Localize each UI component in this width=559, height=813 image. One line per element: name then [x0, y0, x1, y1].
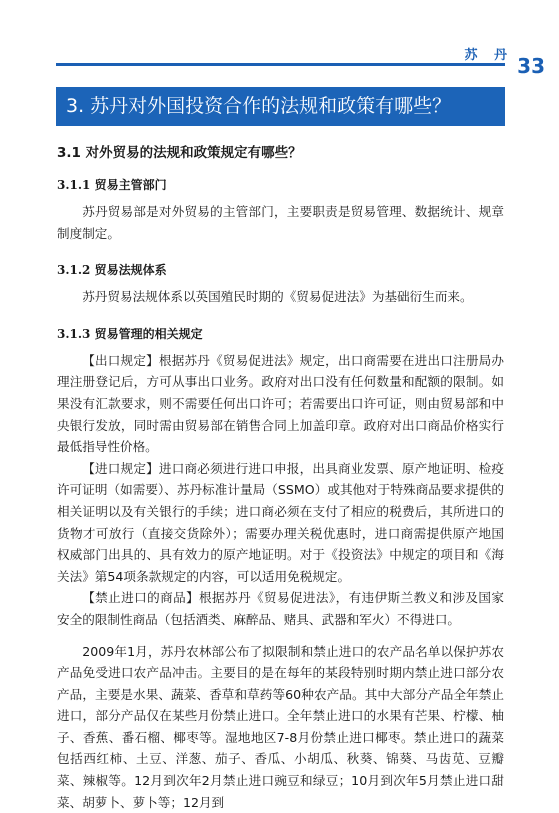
page-content: [57, 137, 504, 813]
paragraph-export-rules: 【出口规定】根据苏丹《贸易促进法》规定，出口商需要在进出口注册局办理注册登记后，方可从事出口业务。政府对出口没有任何数量和配额的限制。如果没有汇款要求，则不需要任何出口许可；若需要出口许可证，则由贸易部和中央银行发放，同时需由贸易部在销售合同上加盖印章。政府对出口商品价格实行最低指导性价格。: [57, 350, 504, 458]
paragraph-agri-restrictions: 2009年1月，苏丹农林部公布了拟限制和禁止进口的农产品名单以保护苏农产品免受进口农产品冲击。主要目的是在每年的某段特别时期内禁止进口部分农产品，主要是水果、蔬菜、香草和草药等60种农产品。其中大部分产品全年禁止进口，部分产品仅在某些月份禁止进口。全年禁止进口的水果有芒果、柠檬、柚子、香蕉、番石榴、椰枣等。湿地地区7-8月份禁止进口椰枣。禁止进口的蔬菜包括西红柿、土豆、洋葱、茄子、香瓜、小胡瓜、秋葵、锦葵、马齿苋、豆瓣菜、辣椒等。12月到次年2月禁止进口豌豆和绿豆；10月到次年5月禁止进口甜菜、胡萝卜、萝卜等；12月到: [57, 641, 504, 813]
section-heading-3-1-2: 3.1.2 贸易法规体系: [57, 254, 504, 286]
paragraph-trade-law-system: 苏丹贸易法规体系以英国殖民时期的《贸易促进法》为基础衍生而来。: [57, 286, 504, 308]
section-heading-3-1-1: 3.1.1 贸易主管部门: [57, 169, 504, 201]
paragraph-import-rules: 【进口规定】进口商必须进行进口申报，出具商业发票、原产地证明、检疫许可证明（如需要）、苏丹标准计量局（SSMO）或其他对于特殊商品要求提供的相关证明以及有关银行的手续；进口商必须在支付了相应的税费后，其所进口的货物才可放行（直接交货除外）；需要办理关税优惠时，进口商需提供原产地国权威部门出具的、具有效力的原产地证明。对于《投资法》中规定的项目和《海关法》第54项条款规定的内容，可以适用免税规定。: [57, 458, 504, 588]
section-heading-3-1-3: 3.1.3 贸易管理的相关规定: [57, 318, 504, 350]
running-header-title: 苏 丹: [464, 44, 513, 63]
paragraph-banned-imports: 【禁止进口的商品】根据苏丹《贸易促进法》，有违伊斯兰教义和涉及国家安全的限制性商品（包括酒类、麻醉品、赌具、武器和军火）不得进口。: [57, 587, 504, 630]
paragraph-trade-authority: 苏丹贸易部是对外贸易的主管部门，主要职责是贸易管理、数据统计、规章制度制定。: [57, 201, 504, 244]
chapter-title: 3. 苏丹对外国投资合作的法规和政策有哪些？: [56, 87, 505, 126]
page-number: 33: [517, 54, 545, 78]
section-heading-3-1: 3.1 对外贸易的法规和政策规定有哪些？: [57, 137, 504, 169]
header-rule: [56, 63, 505, 66]
